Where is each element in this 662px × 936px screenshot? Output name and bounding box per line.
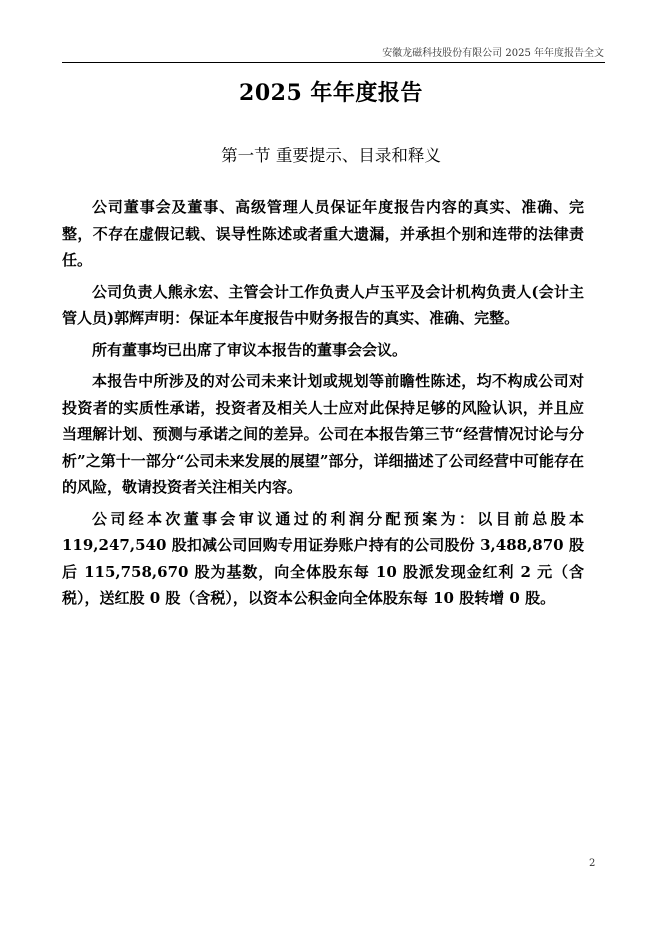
body-text	[62, 194, 584, 617]
running-title: 安徽龙磁科技股份有限公司 2025 年年度报告全文	[382, 48, 604, 59]
section-heading: 第一节 重要提示、目录和释义	[221, 146, 441, 165]
paragraph-attendance: 所有董事均已出席了审议本报告的董事会会议。	[92, 340, 408, 359]
page-header	[62, 36, 605, 63]
paragraph-forward-looking: 本报告中所涉及的对公司未来计划或规划等前瞻性陈述，均不构成公司对投资者的实质性承诺，投资者及相关人士应对此保持足够的风险认识，并且应当理解计划、预测与承诺之间的差异。公司在本报告第三节“经营情况讨论与分析”之第十一部分“公司未来发展的展望”部分，详细描述了公司经营中可能存在的风险，敬请投资者关注相关内容。	[62, 372, 584, 496]
paragraph-board-guarantee: 公司董事会及董事、高级管理人员保证年度报告内容的真实、准确、完整，不存在虚假记载、误导性陈述或者重大遗漏，并承担个别和连带的法律责任。	[62, 198, 584, 269]
page-number: 2	[589, 858, 596, 869]
paragraph-profit-distribution: 公司经本次董事会审议通过的利润分配预案为：以目前总股本 119,247,540 股扣减公司回购专用证券账户持有的公司股份 3,488,870 股后 115,758,670 股为基数，向全体股东每 10 股派发现金红利 2 元（含税），送红股 0 股（含税），以资本公积金向全体股东每 10 股转增 0 股。	[62, 509, 584, 607]
document-title: 2025 年年度报告	[239, 80, 423, 106]
paragraph-responsible-persons: 公司负责人熊永宏、主管会计工作负责人卢玉平及会计机构负责人(会计主管人员)郭辉声明：保证本年度报告中财务报告的真实、准确、完整。	[62, 282, 584, 327]
